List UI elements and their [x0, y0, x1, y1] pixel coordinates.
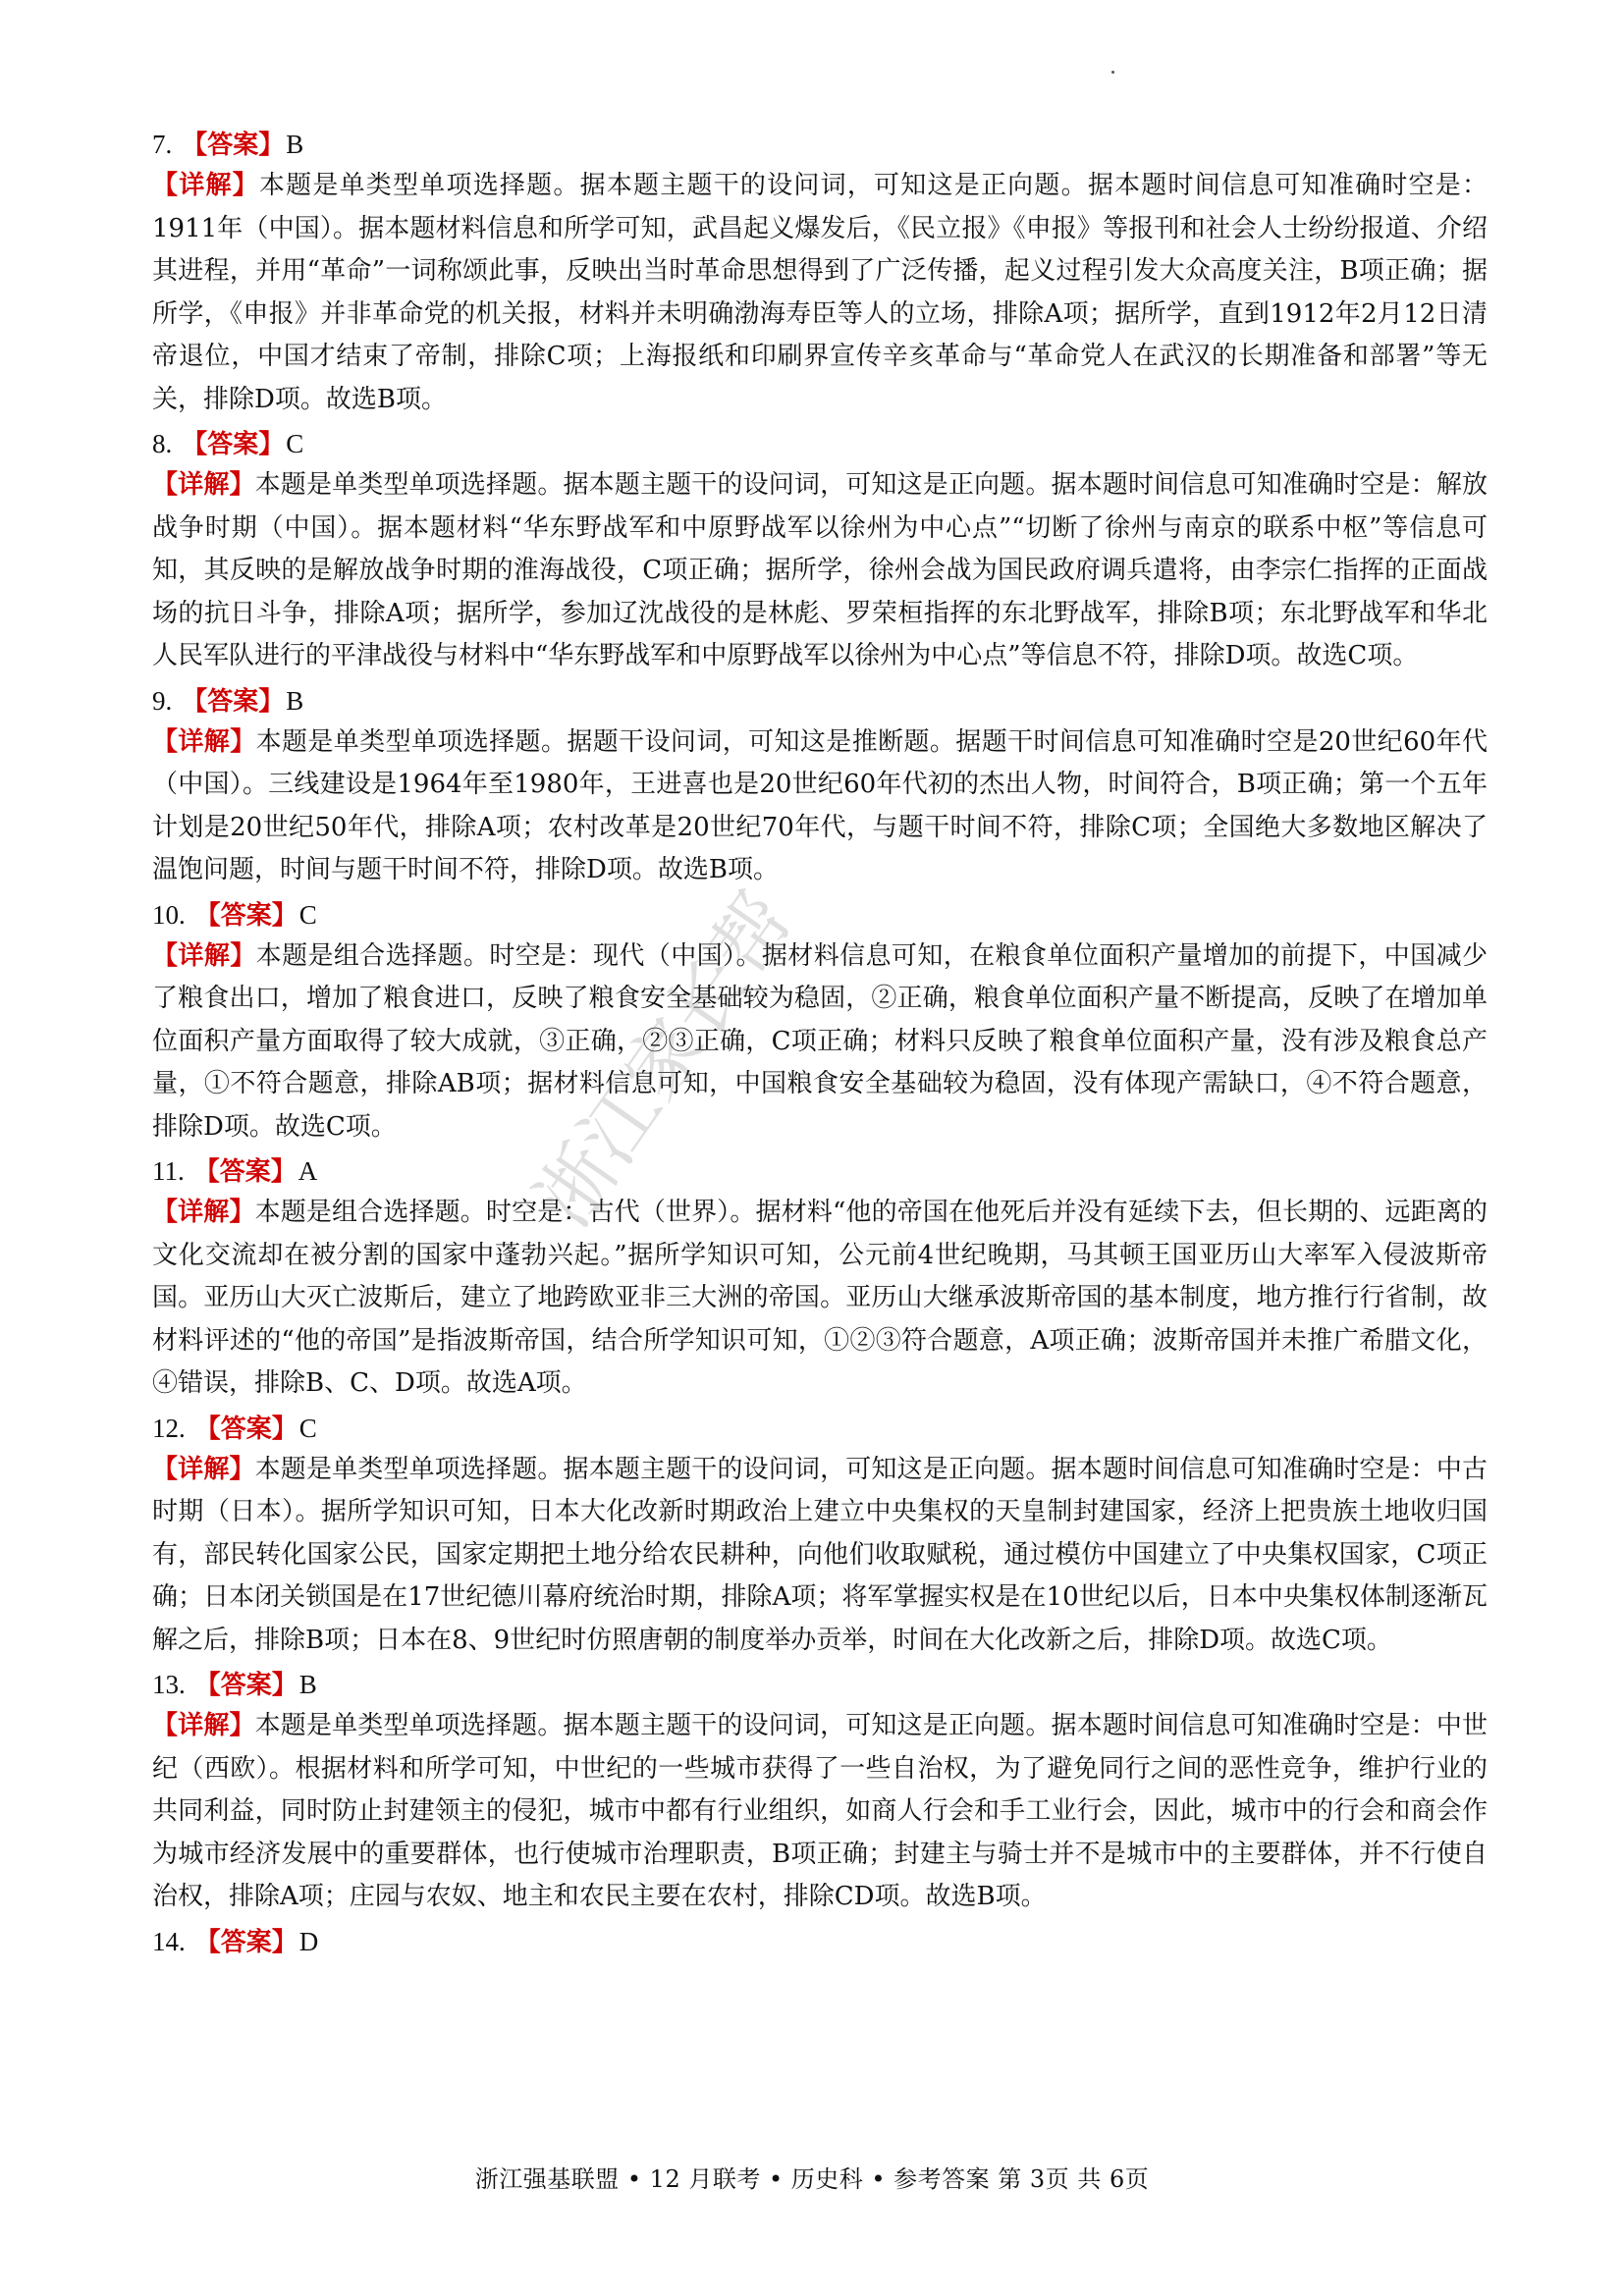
explanation-text: 本题是单类型单项选择题。据本题主题干的设问词，可知这是正向题。据本题时间信息可知准确时空是：中古时期（日本）。据所学知识可知，日本大化改新时期政治上建立中央集权的天皇制封建国家，经济上把贵族土地收归国有，部民转化国家公民，国家定期把土地分给农民耕种，向他们收取赋税，通过模仿中国建立了中央集权国家，C项正确；日本闭关锁国是在17世纪德川幕府统治时期，排除A项；将军掌握实权是在10世纪以后，日本中央集权体制逐渐瓦解之后，排除B项；日本在8、9世纪时仿照唐朝的制度举办贡举，时间在大化改新之后，排除D项。故选C项。: [152, 1454, 1488, 1655]
question-number: 7.: [152, 130, 173, 159]
answer-line: [152, 1666, 1488, 1705]
explanation-text: 本题是组合选择题。时空是：现代（中国）。据材料信息可知，在粮食单位面积产量增加的前提下，中国减少了粮食出口，增加了粮食进口，反映了粮食安全基础较为稳固，②正确，粮食单位面积产量不断提高，反映了在增加单位面积产量方面取得了较大成就，③正确，②③正确，C项正确；材料只反映了粮食单位面积产量，没有涉及粮食总产量，①不符合题意，排除AB项；据材料信息可知，中国粮食安全基础较为稳固，没有体现产需缺口，④不符合题意，排除D项。故选C项。: [152, 940, 1488, 1142]
explanation-label: 【详解】: [152, 1198, 255, 1227]
explanation-text: 本题是单类型单项选择题。据本题主题干的设问词，可知这是正向题。据本题时间信息可知准确时空是：1911年（中国）。据本题材料信息和所学可知，武昌起义爆发后，《民立报》《申报》等报刊和社会人士纷纷报道、介绍其进程，并用“革命”一词称颂此事，反映出当时革命思想得到了广泛传播，起义过程引发大众高度关注，B项正确；据所学，《申报》并非革命党的机关报，材料并未明确渤海寿臣等人的立场，排除A项；据所学，直到1912年2月12日清帝退位，中国才结束了帝制，排除C项；上海报纸和印刷界宣传辛亥革命与“革命党人在武汉的长期准备和部署”等无关，排除D项。故选B项。: [152, 171, 1488, 414]
question-number: 14.: [152, 1926, 186, 1956]
answer-item: [152, 896, 1488, 1149]
watermark: 浙江家长帮: [518, 878, 812, 1243]
explanation-paragraph: [152, 935, 1488, 1149]
answer-list: [152, 126, 1488, 1962]
question-number: 11.: [152, 1156, 185, 1186]
answer-choice: B: [298, 1670, 317, 1699]
question-number: 13.: [152, 1670, 186, 1699]
answer-line: [152, 1410, 1488, 1449]
explanation-paragraph: [152, 1705, 1488, 1919]
answer-label: 【答案】: [194, 1927, 298, 1957]
explanation-paragraph: [152, 165, 1488, 421]
answer-choice: D: [298, 1926, 319, 1956]
explanation-label: 【详解】: [152, 940, 256, 971]
answer-item: [152, 682, 1488, 892]
answer-item: [152, 126, 1488, 421]
explanation-text: 本题是单类型单项选择题。据本题主题干的设问词，可知这是正向题。据本题时间信息可知准确时空是：中世纪（西欧）。根据材料和所学可知，中世纪的一些城市获得了一些自治权，为了避免同行之间的恶性竞争，维护行业的共同利益，同时防止封建领主的侵犯，城市中都有行业组织，如商人行会和手工业行会，因此，城市中的行会和商会作为城市经济发展中的重要群体，也行使城市治理职责，B项正确；封建主与骑士并不是城市中的主要群体，并不行使自治权，排除A项；庄园与农奴、地主和农民主要在农村，排除CD项。故选B项。: [152, 1711, 1488, 1911]
page-footer: 浙江强基联盟 • 12 月联考 • 历史科 • 参考答案 第 3页 共 6页: [474, 2165, 1150, 2193]
answer-label: 【答案】: [182, 430, 285, 459]
question-number: 10.: [152, 899, 186, 930]
explanation-paragraph: [152, 1449, 1488, 1663]
answer-choice: C: [298, 1413, 317, 1443]
answer-key-content: [152, 126, 1488, 1962]
answer-choice: C: [286, 429, 304, 458]
question-number: 8.: [152, 429, 173, 458]
answer-choice: C: [298, 899, 317, 930]
answer-item: [152, 1410, 1488, 1663]
page-speck: [1111, 71, 1114, 74]
explanation-label: 【详解】: [152, 1711, 255, 1740]
explanation-paragraph: [152, 464, 1488, 678]
question-number: 12.: [152, 1413, 186, 1443]
answer-label: 【答案】: [194, 1414, 298, 1444]
answer-label: 【答案】: [194, 900, 298, 931]
explanation-paragraph: [152, 721, 1488, 892]
answer-line: [152, 1923, 1488, 1962]
answer-label: 【答案】: [194, 1671, 298, 1700]
question-number: 9.: [152, 685, 173, 716]
answer-label: 【答案】: [182, 131, 285, 160]
answer-label: 【答案】: [182, 686, 285, 717]
answer-label: 【答案】: [193, 1157, 297, 1187]
answer-item: [152, 425, 1488, 678]
answer-line: [152, 1152, 1488, 1192]
explanation-label: 【详解】: [152, 726, 256, 757]
answer-choice: B: [286, 130, 304, 159]
answer-choice: B: [286, 685, 304, 716]
answer-choice: A: [298, 1156, 318, 1186]
answer-item: [152, 1923, 1488, 1962]
answer-item: [152, 1666, 1488, 1919]
explanation-text: 本题是组合选择题。时空是：古代（世界）。据材料“他的帝国在他死后并没有延续下去，但长期的、远距离的文化交流却在被分割的国家中蓬勃兴起。”据所学知识可知，公元前4世纪晚期，马其顿王国亚历山大率军入侵波斯帝国。亚历山大灭亡波斯后，建立了地跨欧亚非三大洲的帝国。亚历山大继承波斯帝国的基本制度，地方推行行省制，故材料评述的“他的帝国”是指波斯帝国，结合所学知识可知，①②③符合题意，A项正确；波斯帝国并未推广希腊文化，④错误，排除B、C、D项。故选A项。: [152, 1198, 1488, 1398]
explanation-label: 【详解】: [152, 470, 255, 500]
answer-line: [152, 425, 1488, 464]
explanation-paragraph: [152, 1192, 1488, 1406]
explanation-label: 【详解】: [152, 171, 259, 200]
explanation-label: 【详解】: [152, 1454, 255, 1484]
answer-line: [152, 896, 1488, 935]
explanation-text: 本题是单类型单项选择题。据题干设问词，可知这是推断题。据题干时间信息可知准确时空是20世纪60年代（中国）。三线建设是1964年至1980年，王进喜也是20世纪60年代初的杰出人物，时间符合，B项正确；第一个五年计划是20世纪50年代，排除A项；农村改革是20世纪70年代，与题干时间不符，排除C项；全国绝大多数地区解决了温饱问题，时间与题干时间不符，排除D项。故选B项。: [152, 726, 1488, 884]
answer-item: [152, 1152, 1488, 1406]
answer-line: [152, 126, 1488, 165]
explanation-text: 本题是单类型单项选择题。据本题主题干的设问词，可知这是正向题。据本题时间信息可知准确时空是：解放战争时期（中国）。据本题材料“华东野战军和中原野战军以徐州为中心点”“切断了徐州与南京的联系中枢”等信息可知，其反映的是解放战争时期的淮海战役，C项正确；据所学，徐州会战为国民政府调兵遣将，由李宗仁指挥的正面战场的抗日斗争，排除A项；据所学，参加辽沈战役的是林彪、罗荣桓指挥的东北野战军，排除B项；东北野战军和华北人民军队进行的平津战役与材料中“华东野战军和中原野战军以徐州为中心点”等信息不符，排除D项。故选C项。: [152, 470, 1488, 670]
answer-line: [152, 682, 1488, 721]
